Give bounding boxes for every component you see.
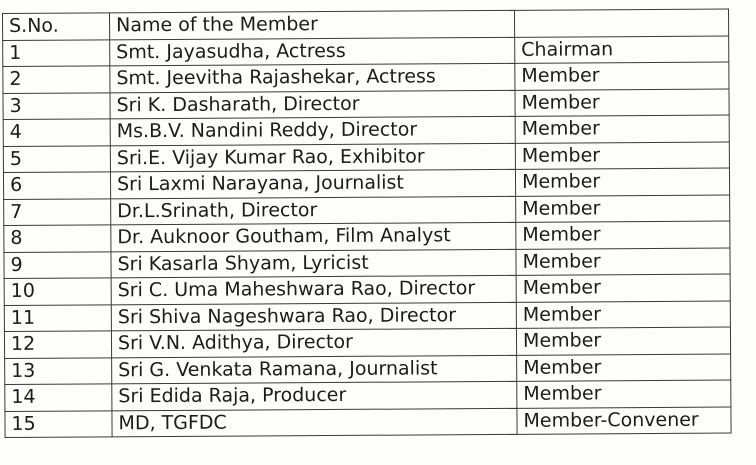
sno-cell: 7	[4, 198, 111, 225]
sno-cell: 2	[3, 66, 110, 93]
member-name-cell: Sri Kasarla Shyam, Lyricist	[111, 249, 516, 278]
sno-cell: 15	[5, 410, 112, 437]
sno-cell: 6	[3, 172, 110, 199]
header-designation	[514, 9, 728, 37]
designation-cell: Member	[515, 142, 729, 170]
designation-cell: Member	[515, 62, 729, 90]
designation-cell: Member	[516, 195, 730, 223]
member-name-cell: Dr. Auknoor Goutham, Film Analyst	[111, 222, 516, 251]
designation-cell: Member	[516, 248, 730, 276]
sno-cell: 9	[4, 251, 111, 278]
designation-cell: Member-Convener	[517, 407, 731, 435]
member-name-cell: Sri C. Uma Maheshwara Rao, Director	[111, 275, 516, 304]
designation-cell: Member	[517, 354, 731, 382]
member-name-cell: Ms.B.V. Nandini Reddy, Director	[110, 116, 515, 145]
sno-cell: 11	[4, 304, 111, 331]
member-name-cell: Sri Laxmi Narayana, Journalist	[110, 169, 515, 198]
header-sno: S.No.	[3, 13, 110, 40]
sno-cell: 3	[3, 92, 110, 119]
members-table	[2, 9, 732, 438]
member-name-cell: Sri V.N. Adithya, Director	[111, 328, 516, 357]
sno-cell: 10	[4, 278, 111, 305]
designation-cell: Member	[515, 115, 729, 143]
designation-cell: Member	[516, 274, 730, 302]
member-name-cell: MD, TGFDC	[112, 408, 517, 437]
sno-cell: 1	[3, 39, 110, 66]
member-name-cell: Smt. Jeevitha Rajashekar, Actress	[110, 63, 515, 92]
designation-cell: Member	[515, 168, 729, 196]
member-name-cell: Dr.L.Srinath, Director	[111, 196, 516, 225]
sno-cell: 13	[5, 357, 112, 384]
designation-cell: Member	[516, 327, 730, 355]
designation-cell: Member	[517, 380, 731, 408]
member-name-cell: Sri K. Dasharath, Director	[110, 90, 515, 119]
sno-cell: 14	[5, 384, 112, 411]
member-name-cell: Sri G. Venkata Ramana, Journalist	[112, 355, 517, 384]
member-name-cell: Smt. Jayasudha, Actress	[110, 37, 515, 66]
designation-cell: Member	[516, 301, 730, 329]
member-name-cell: Sri Shiva Nageshwara Rao, Director	[111, 302, 516, 331]
member-name-cell: Sri Edida Raja, Producer	[112, 381, 517, 410]
designation-cell: Member	[515, 89, 729, 117]
sno-cell: 5	[3, 145, 110, 172]
header-name: Name of the Member	[110, 10, 515, 39]
table-row	[5, 407, 731, 438]
sno-cell: 12	[4, 331, 111, 358]
member-name-cell: Sri.E. Vijay Kumar Rao, Exhibitor	[110, 143, 515, 172]
designation-cell: Member	[516, 221, 730, 249]
sno-cell: 4	[3, 119, 110, 146]
sno-cell: 8	[4, 225, 111, 252]
designation-cell: Chairman	[515, 36, 729, 64]
